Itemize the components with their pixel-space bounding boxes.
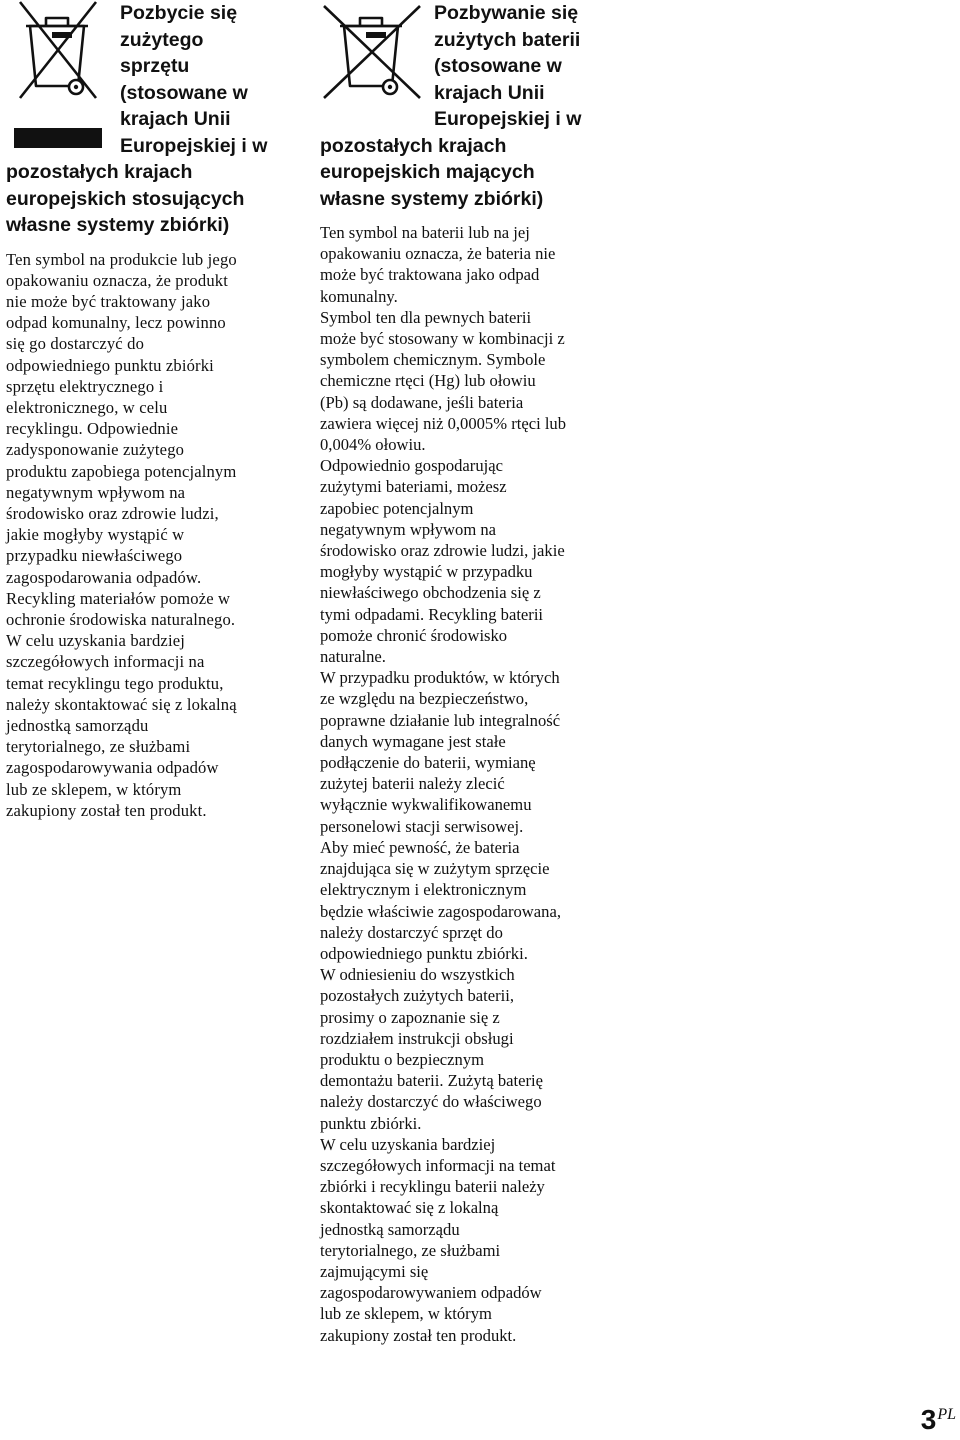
body-line: negatywnym wpływom na	[320, 519, 497, 539]
body-line: Ten symbol na produkcie lub jego	[6, 249, 237, 269]
body-line: zagospodarowania odpadów.	[6, 567, 202, 587]
body-line: zapobiec potencjalnym	[320, 498, 474, 518]
body-line: należy skontaktować się z lokalną	[6, 694, 237, 714]
body-line: produktu o bezpiecznym	[320, 1049, 485, 1069]
page-number	[921, 1404, 956, 1436]
body-line: znajdująca się w zużytym sprzęcie	[320, 859, 550, 879]
heading-line: pozostałych krajach	[6, 161, 193, 183]
body-line: środowisko oraz zdrowie ludzi, jakie	[320, 541, 565, 561]
page-number-digit: 3	[920, 1404, 937, 1435]
heading-line: własne systemy zbiórki)	[320, 187, 544, 210]
body-line: W odniesieniu do wszystkich	[320, 965, 515, 985]
black-bar-mark	[14, 128, 102, 148]
body-line: opakowaniu oznacza, że produkt	[6, 270, 228, 290]
body-line: zużytymi bateriami, możesz	[320, 477, 507, 497]
body-line: środowisko oraz zdrowie ludzi,	[6, 503, 219, 523]
left-body-text	[6, 249, 302, 821]
heading-line: krajach Unii	[120, 108, 231, 130]
body-line: wyłącznie wykwalifikowanemu	[320, 795, 532, 815]
body-line: Odpowiednio gospodarując	[320, 456, 503, 476]
body-line: jednostką samorządu	[320, 1219, 460, 1239]
body-line: lub ze sklepem, w którym	[6, 779, 182, 799]
body-line: lub ze sklepem, w którym	[320, 1304, 492, 1324]
body-line: W celu uzyskania bardziej	[6, 631, 185, 651]
page-language-code: PL	[937, 1406, 956, 1423]
body-line: zakupiony został ten produkt.	[6, 800, 207, 820]
heading-line: Pozbywanie się	[434, 2, 579, 24]
body-line: skontaktować się z lokalną	[320, 1198, 499, 1218]
body-line: W przypadku produktów, w których	[320, 668, 560, 688]
body-line: zakupiony został ten produkt.	[320, 1325, 517, 1345]
body-line: ze względu na bezpieczeństwo,	[320, 689, 529, 709]
body-line: może być stosowany w kombinacji z	[320, 329, 565, 349]
body-line: temat recyklingu tego produktu,	[6, 673, 224, 693]
body-line: chemiczne rtęci (Hg) lub ołowiu	[320, 371, 536, 391]
body-line: się go dostarczyć do	[6, 334, 145, 354]
crossed-out-bin-icon	[320, 0, 424, 100]
body-line: sprzętu elektrycznego i	[6, 376, 164, 396]
body-line: odpowiedniego punktu zbiórki.	[320, 943, 528, 963]
heading-line: Europejskiej i w	[434, 108, 582, 130]
body-line: symbolem chemicznym. Symbole	[320, 350, 546, 370]
right-column	[320, 0, 610, 1346]
body-line: opakowaniu oznacza, że bateria nie	[320, 244, 556, 264]
heading-line: europejskich mających	[320, 161, 535, 183]
left-column	[6, 0, 302, 821]
body-line: szczegółowych informacji na	[6, 652, 205, 672]
body-line: elektronicznego, w celu	[6, 397, 168, 417]
body-line: (Pb) są dodawane, jeśli bateria	[320, 392, 524, 412]
body-line: negatywnym wpływom na	[6, 482, 186, 502]
crossed-out-bin-icon	[6, 0, 110, 100]
body-line: niewłaściwego obchodzenia się z	[320, 583, 541, 603]
body-line: jakie mogłyby wystąpić w	[6, 525, 185, 545]
body-line: pozostałych zużytych baterii,	[320, 986, 514, 1006]
body-line: tymi odpadami. Recykling baterii	[320, 604, 544, 624]
body-line: Aby mieć pewność, że bateria	[320, 837, 520, 857]
heading-line: krajach Unii	[434, 81, 545, 104]
right-heading-block	[320, 0, 610, 212]
body-line: demontażu baterii. Zużytą baterię	[320, 1071, 543, 1091]
heading-line: Pozbycie się	[120, 2, 238, 24]
body-line: recyklingu. Odpowiednie	[6, 419, 179, 439]
body-line: jednostką samorządu	[6, 715, 149, 735]
body-line: poprawne działanie lub integralność	[320, 710, 561, 730]
body-line: terytorialnego, ze służbami	[320, 1240, 501, 1260]
body-line: naturalne.	[320, 647, 386, 667]
body-line: zajmującymi się	[320, 1261, 429, 1281]
body-line: terytorialnego, ze służbami	[6, 737, 191, 757]
body-line: będzie właściwie zagospodarowana,	[320, 901, 561, 921]
body-line: należy dostarczyć sprzęt do	[320, 922, 503, 942]
heading-line: Europejskiej i w	[120, 134, 268, 157]
body-line: może być traktowana jako odpad	[320, 265, 540, 285]
heading-line: zużytego	[120, 28, 204, 51]
body-line: zużytej baterii należy zlecić	[320, 774, 505, 794]
body-line: W celu uzyskania bardziej	[320, 1134, 496, 1154]
body-line: odpowiedniego punktu zbiórki	[6, 355, 214, 375]
body-line: należy dostarczyć do właściwego	[320, 1092, 542, 1112]
body-line: odpad komunalny, lecz powinno	[6, 313, 226, 333]
body-line: podłączenie do baterii, wymianę	[320, 753, 536, 773]
heading-line: zużytych baterii	[434, 28, 581, 51]
body-line: prosimy o zapoznanie się z	[320, 1007, 500, 1027]
left-heading-block	[6, 0, 302, 239]
body-line: punktu zbiórki.	[320, 1113, 422, 1133]
heading-line: europejskich stosujących	[6, 187, 245, 210]
body-line: pomoże chronić środowisko	[320, 625, 508, 645]
body-line: elektrycznym i elektronicznym	[320, 880, 527, 900]
body-line: zbiórki i recyklingu baterii należy	[320, 1177, 545, 1197]
body-line: Recykling materiałów pomoże w	[6, 588, 231, 608]
body-line: personelowi stacji serwisowej.	[320, 816, 524, 836]
body-line: zadysponowanie zużytego	[6, 440, 185, 460]
body-line: nie może być traktowany jako	[6, 291, 211, 311]
heading-line: (stosowane w	[434, 55, 562, 77]
body-line: komunalny.	[320, 286, 398, 306]
body-line: produktu zapobiega potencjalnym	[6, 461, 237, 481]
body-line: Symbol ten dla pewnych baterii	[320, 307, 532, 327]
body-line: zagospodarowywania odpadów	[6, 758, 219, 778]
heading-line: własne systemy zbiórki)	[6, 214, 230, 236]
body-line: 0,004% ołowiu.	[320, 435, 426, 455]
body-line: zawiera więcej niż 0,0005% rtęci lub	[320, 413, 567, 433]
body-line: Ten symbol na baterii lub na jej	[320, 223, 530, 242]
body-line: ochronie środowiska naturalnego.	[6, 609, 236, 629]
body-line: rozdziałem instrukcji obsługi	[320, 1028, 514, 1048]
body-line: zagospodarowywaniem odpadów	[320, 1283, 542, 1303]
right-body-text	[320, 222, 610, 1346]
body-line: przypadku niewłaściwego	[6, 546, 183, 566]
heading-line: sprzętu	[120, 55, 190, 77]
heading-line: (stosowane w	[120, 81, 248, 104]
body-line: mogłyby wystąpić w przypadku	[320, 562, 533, 582]
heading-line: pozostałych krajach	[320, 134, 507, 157]
body-line: szczegółowych informacji na temat	[320, 1155, 556, 1175]
body-line: danych wymagane jest stałe	[320, 731, 506, 751]
